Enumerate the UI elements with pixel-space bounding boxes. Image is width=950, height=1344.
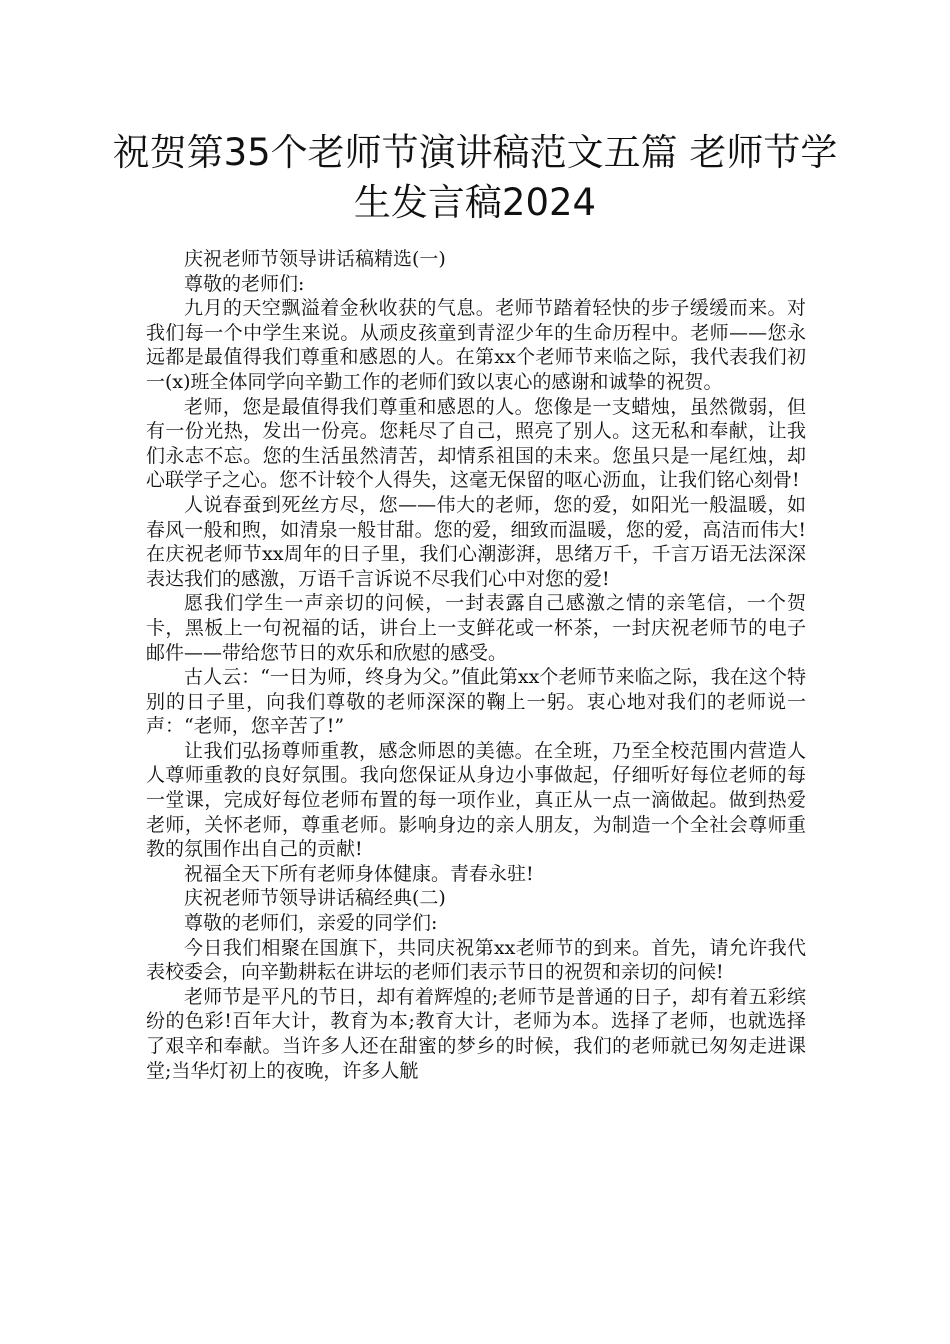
- body-paragraph: 老师，您是最值得我们尊重和感恩的人。您像是一支蜡烛，虽然微弱，但有一份光热，发出一份亮。您耗尽了自己，照亮了别人。这无私和奉献，让我们永志不忘。您的生活虽然清苦，却情系祖国的未来。您虽只是一尾红烛，却心联学子之心。您不计较个人得失，这毫无保留的呕心沥血，让我们铭心刻骨!: [146, 395, 806, 492]
- body-paragraph: 今日我们相聚在国旗下，共同庆祝第xx老师节的到来。首先，请允许我代表校委会，向辛勤耕耘在讲坛的老师们表示节日的祝贺和亲切的问候!: [146, 936, 806, 984]
- section-heading-2: 庆祝老师节领导讲话稿经典(二): [184, 887, 446, 910]
- body-paragraph: 人说春蚕到死丝方尽，您——伟大的老师，您的爱，如阳光一般温暖，如春风一般和煦，如清泉一般甘甜。您的爱，细致而温暖，您的爱，高洁而伟大!在庆祝老师节xx周年的日子里，我们心潮澎湃，思绪万千，千言万语无法深深表达我们的感激，万语千言诉说不尽我们心中对您的爱!: [146, 493, 806, 590]
- section-heading-1: 庆祝老师节领导讲话稿精选(一): [184, 248, 446, 270]
- document-title: 祝贺第35个老师节演讲稿范文五篇 老师节学生发言稿2024: [112, 131, 838, 224]
- salutation-2: 尊敬的老师们，亲爱的同学们:: [184, 912, 438, 935]
- body-paragraph: 愿我们学生一声亲切的问候，一封表露自己感激之情的亲笔信，一个贺卡，黑板上一句祝福的话，讲台上一支鲜花或一杯茶，一封庆祝老师节的电子邮件——带给您节日的欢乐和欣慰的感受。: [146, 592, 806, 664]
- salutation-1: 尊敬的老师们:: [184, 272, 305, 295]
- body-paragraph: 老师节是平凡的节日，却有着辉煌的;老师节是普通的日子，却有着五彩缤纷的色彩!百年大计，教育为本;教育大计，老师为本。选择了老师，也就选择了艰辛和奉献。当许多人还在甜蜜的梦乡的时候，我们的老师就已匆匆走进课堂;当华灯初上的夜晚，许多人觥: [146, 985, 806, 1082]
- body-paragraph: 九月的天空飘溢着金秋收获的气息。老师节踏着轻快的步子缓缓而来。对我们每一个中学生来说。从顽皮孩童到青涩少年的生命历程中。老师——您永远都是最值得我们尊重和感恩的人。在第xx个老师节来临之际，我代表我们初一(x)班全体同学向辛勤工作的老师们致以衷心的感谢和诚挚的祝贺。: [146, 297, 806, 393]
- body-paragraph: 让我们弘扬尊师重教，感念师恩的美德。在全班，乃至全校范围内营造人人尊师重教的良好氛围。我向您保证从身边小事做起，仔细听好每位老师的每一堂课，完成好每位老师布置的每一项作业，真正从一点一滴做起。做到热爱老师，关怀老师，尊重老师。影响身边的亲人朋友，为制造一个全社会尊师重教的氛围作出自己的贡献!: [146, 739, 806, 861]
- document-body: [146, 247, 806, 1083]
- body-paragraph: 古人云：“一日为师，终身为父。”值此第xx个老师节来临之际，我在这个特别的日子里，向我们尊敬的老师深深的鞠上一躬。衷心地对我们的老师说一声：“老师，您辛苦了!”: [146, 666, 806, 738]
- closing-wish: 祝福全天下所有老师身体健康。青春永驻!: [184, 862, 534, 885]
